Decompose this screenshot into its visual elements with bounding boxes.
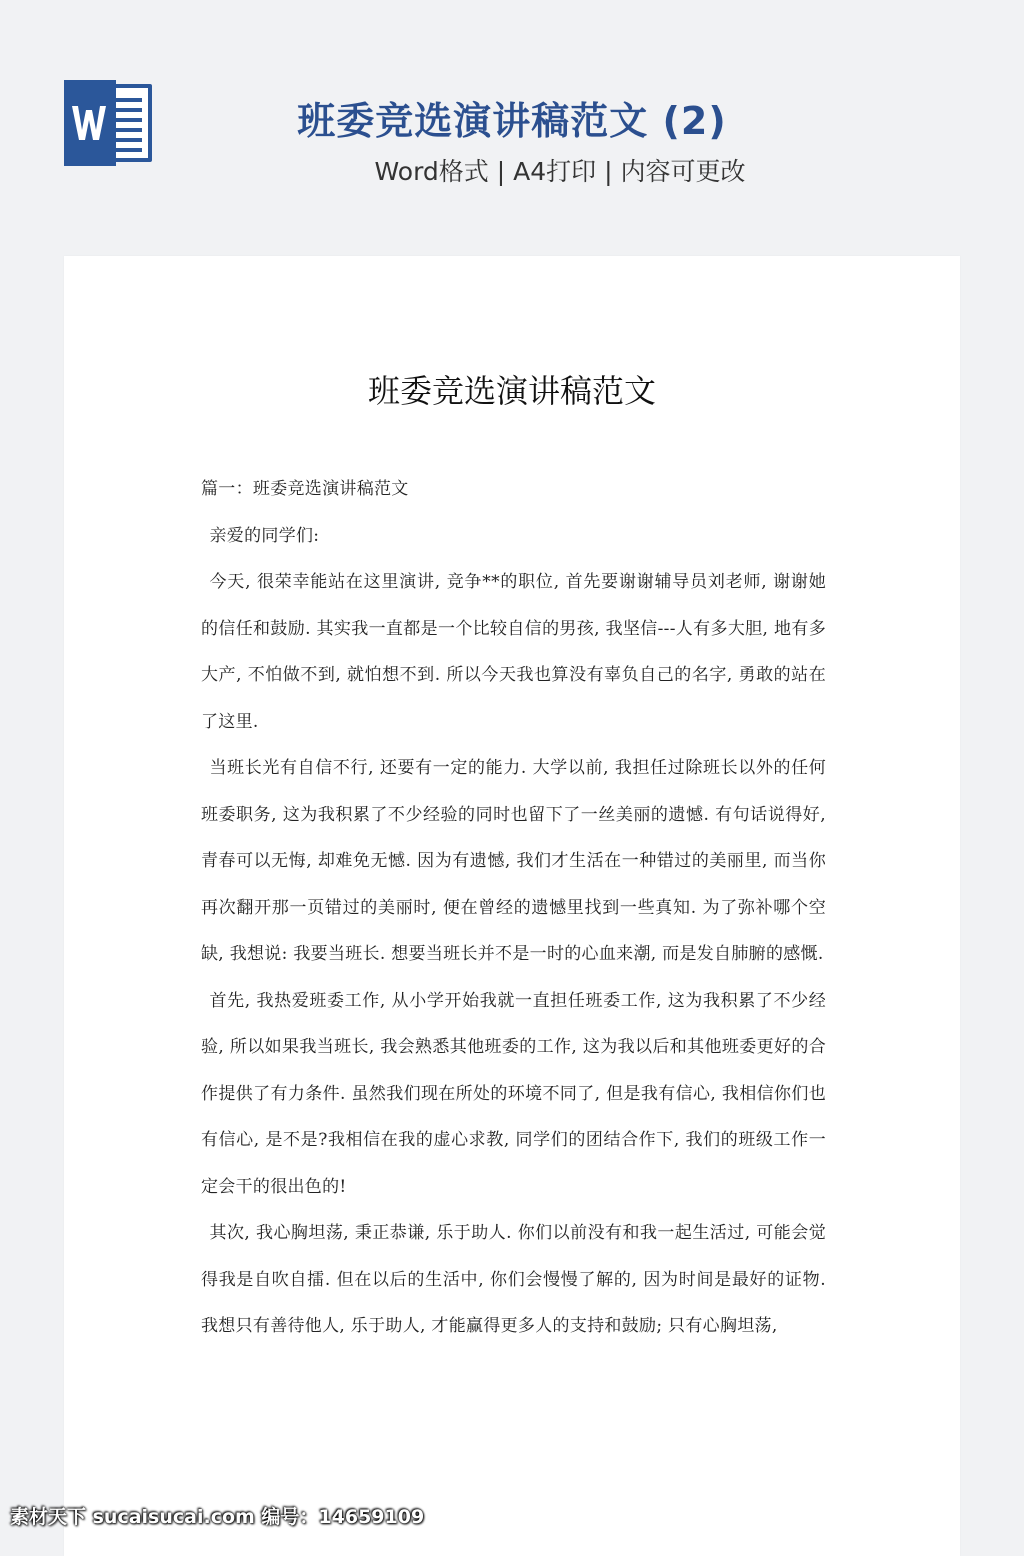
page-subtitle: Word格式 | A4打印 | 内容可更改 (374, 157, 746, 186)
section-heading: 篇一：班委竞选演讲稿范文 (201, 479, 409, 499)
paragraph: 今天, 很荣幸能站在这里演讲, 竞争**的职位, 首先要谢谢辅导员刘老师, 谢谢她的信任和鼓励. 其实我一直都是一个比较自信的男孩, 我坚信---人有多大胆, 地有多大产, 不怕做不到, 就怕想不到. 所以今天我也算没有辜负自己的名字, 勇敢的站在了这里. (201, 572, 826, 732)
document-title: 班委竞选演讲稿范文 (367, 372, 656, 410)
paragraph: 首先, 我热爱班委工作, 从小学开始我就一直担任班委工作, 这为我积累了不少经验, 所以如果我当班长, 我会熟悉其他班委的工作, 这为我以后和其他班委更好的合作提供了有力条件. 虽然我们现在所处的环境不同了, 但是我有信心, 我相信你们也有信心, 是不是?我相信在我的虚心求教, 同学们的团结合作下, 我们的班级工作一定会干的很出色的! (201, 990, 826, 1197)
page-title: 班委竞选演讲稿范文 (2) (297, 99, 727, 143)
paragraph: 亲爱的同学们: (209, 525, 320, 546)
paragraph: 当班长光有自信不行, 还要有一定的能力. 大学以前, 我担任过除班长以外的任何班委职务, 这为我积累了不少经验的同时也留下了一丝美丽的遗憾. 有句话说得好, 青春可以无悔, 却难免无憾. 因为有遗憾, 我们才生活在一种错过的美丽里, 而当你再次翻开那一页错过的美丽时, 便在曾经的遗憾里找到一些真知. 为了弥补哪个空缺, 我想说: 我要当班长. 想要当班长并不是一时的心血来潮, 而是发自肺腑的感慨. (201, 758, 826, 964)
watermark (0, 1496, 1024, 1536)
watermark-text: 素材天下 sucaisucai.com 编号：14659109 (10, 1506, 425, 1528)
document-body (201, 466, 826, 1350)
paragraph: 其次, 我心胸坦荡, 秉正恭谦, 乐于助人. 你们以前没有和我一起生活过, 可能会觉得我是自吹自擂. 但在以后的生活中, 你们会慢慢了解的, 因为时间是最好的证物. 我想只有善待他人, 乐于助人, 才能赢得更多人的支持和鼓励; 只有心胸坦荡, (201, 1223, 826, 1336)
header (0, 0, 1024, 250)
document-page (64, 256, 960, 1556)
